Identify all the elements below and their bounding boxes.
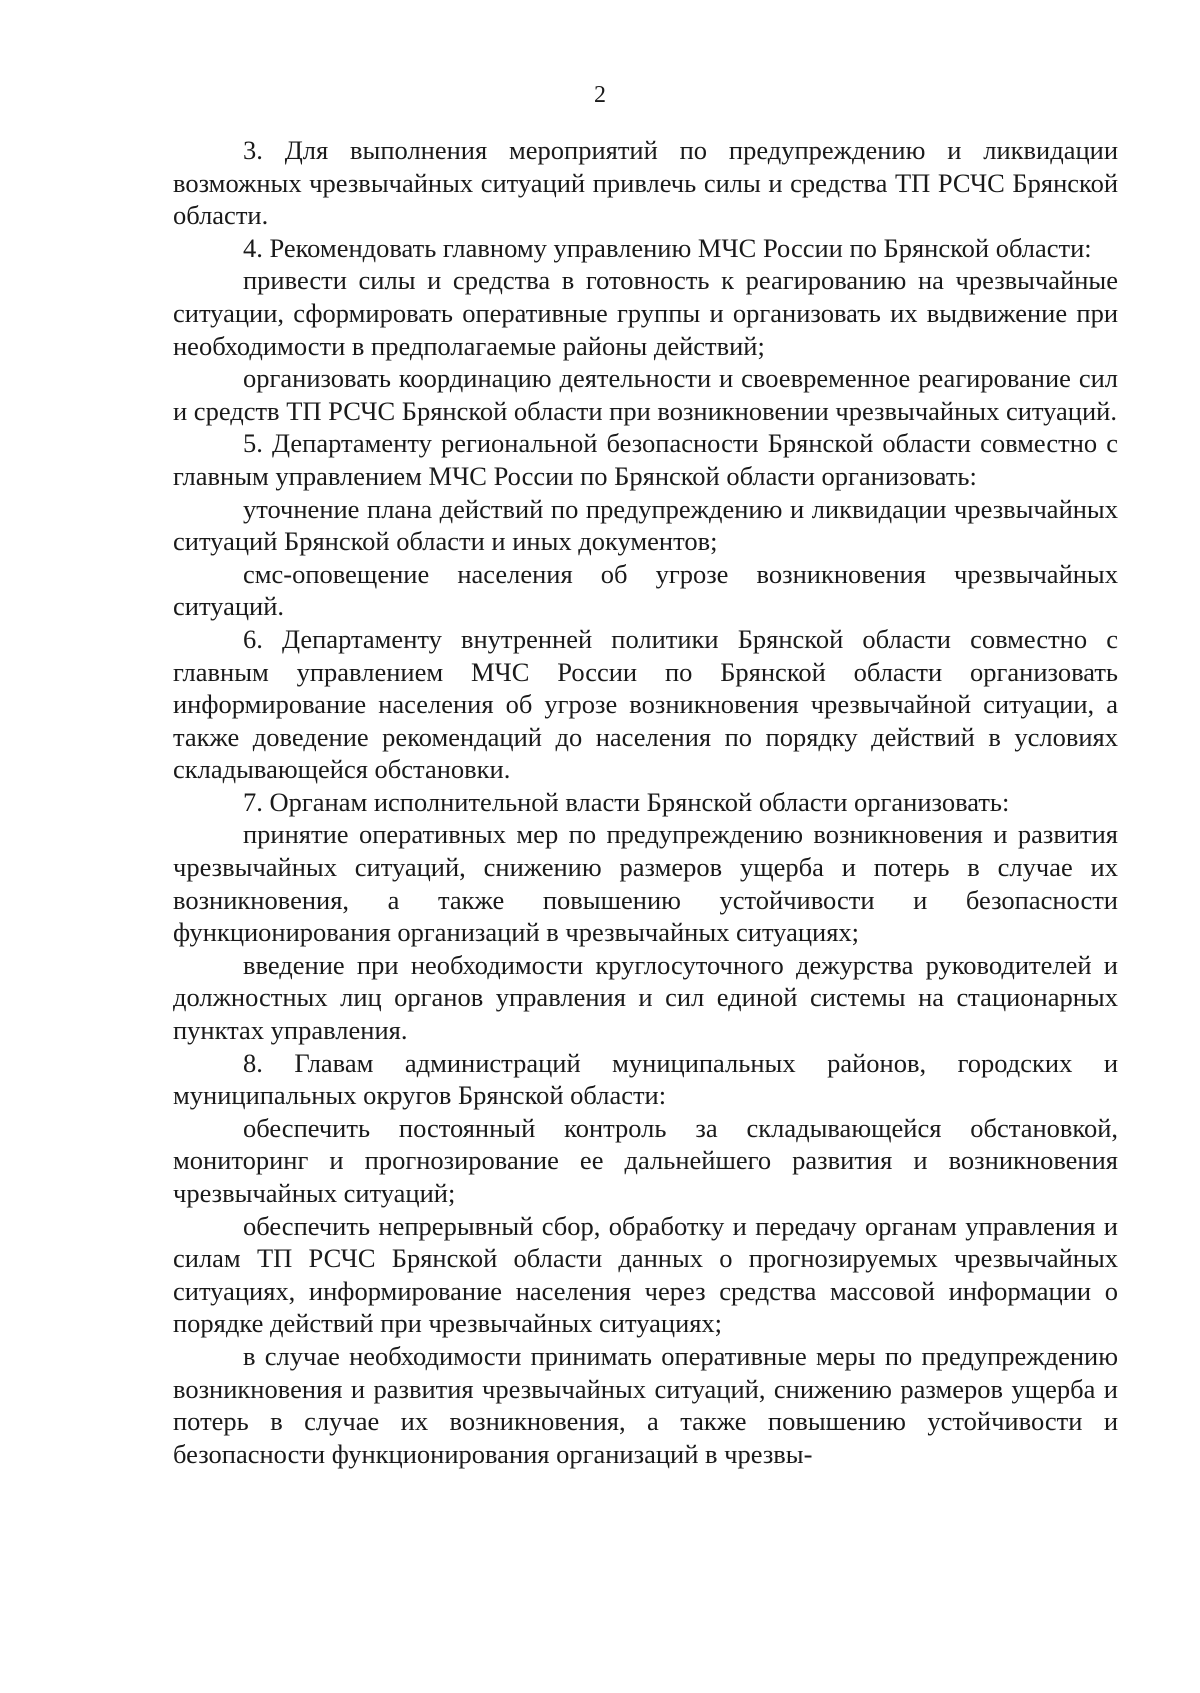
paragraph-8-item-2: обеспечить непрерывный сбор, обработку и передачу органам управления и силам ТП РСЧС Брянской области данных о прогнозируемых чрезвычайных ситуациях, информирование населения через средства массовой информации о порядке действий при чрезвычайных ситуациях; xyxy=(173,1210,1118,1339)
page-number: 2 xyxy=(594,82,606,108)
paragraph-5-item-1: уточнение плана действий по предупреждению и ликвидации чрезвычайных ситуаций Брянской области и иных документов; xyxy=(173,493,1118,557)
paragraph-8: 8. Главам администраций муниципальных районов, городских и муниципальных округов Брянской области: xyxy=(173,1047,1118,1111)
document-body xyxy=(173,134,1118,1470)
paragraph-7-item-1: принятие оперативных мер по предупреждению возникновения и развития чрезвычайных ситуаций, снижению размеров ущерба и потерь в случае их возникновения, а также повышению устойчивости и безопасности функционирования организаций в чрезвычайных ситуациях; xyxy=(173,819,1118,948)
paragraph-6: 6. Департаменту внутренней политики Брянской области совместно с главным управлением МЧС России по Брянской области организовать информирование населения об угрозе возникновения чрезвычайной ситуации, а также доведение рекомендаций до населения по порядку действий в условиях складывающейся обстановки. xyxy=(173,623,1118,785)
paragraph-5: 5. Департаменту региональной безопасности Брянской области совместно с главным управлением МЧС России по Брянской области организовать: xyxy=(173,428,1118,491)
paragraph-4-item-2: организовать координацию деятельности и своевременное реагирование сил и средств ТП РСЧС Брянской области при возникновении чрезвычайных ситуаций. xyxy=(173,363,1118,426)
paragraph-8-item-3: в случае необходимости принимать оперативные меры по предупреждению возникновения и развития чрезвычайных ситуаций, снижению размеров ущерба и потерь в случае их возникновения, а также повышению устойчивости и безопасности функционирования организаций в чрезвы- xyxy=(173,1340,1118,1469)
paragraph-7: 7. Органам исполнительной власти Брянской области организовать: xyxy=(243,786,1010,817)
paragraph-7-item-2: введение при необходимости круглосуточного дежурства руководителей и должностных лиц органов управления и сил единой системы на стационарных пунктах управления. xyxy=(173,949,1118,1046)
paragraph-3: 3. Для выполнения мероприятий по предупреждению и ликвидации возможных чрезвычайных ситуаций привлечь силы и средства ТП РСЧС Брянской области. xyxy=(173,135,1118,231)
paragraph-8-item-1: обеспечить постоянный контроль за складывающейся обстановкой, мониторинг и прогнозирование ее дальнейшего развития и возникновения чрезвычайных ситуаций; xyxy=(173,1112,1118,1208)
paragraph-5-item-2: смс-оповещение населения об угрозе возникновения чрезвычайных ситуаций. xyxy=(173,558,1118,622)
paragraph-4-item-1: привести силы и средства в готовность к реагированию на чрезвычайные ситуации, сформировать оперативные группы и организовать их выдвижение при необходимости в предполагаемые районы действий; xyxy=(173,265,1118,361)
paragraph-4: 4. Рекомендовать главному управлению МЧС России по Брянской области: xyxy=(243,232,1092,263)
